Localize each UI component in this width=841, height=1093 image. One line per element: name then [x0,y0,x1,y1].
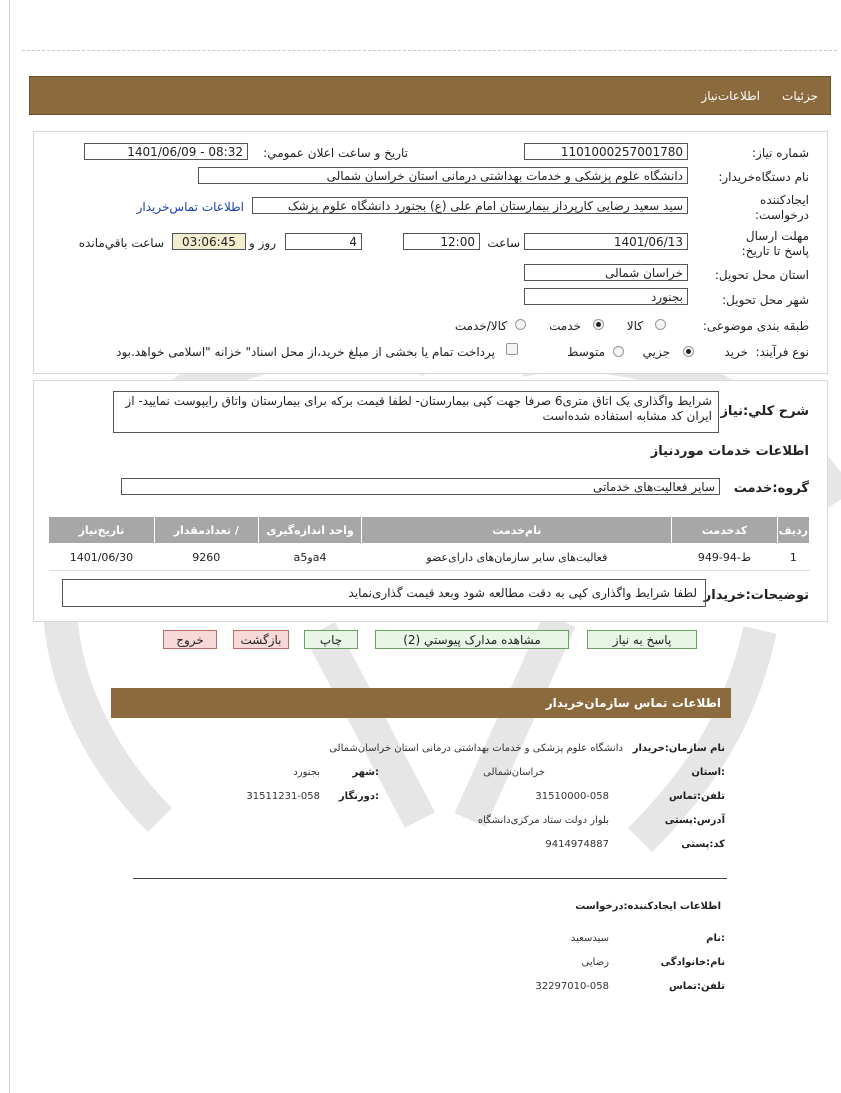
buyer-contact-link[interactable]: اطلاعات تماس‌خریدار [136,200,244,214]
col-quantity: / تعدادمقدار [154,517,258,544]
left-border-line [9,0,10,1093]
contact-fax-value: 31511231-058 [246,791,320,802]
deadline-time-field: 12:00 [403,233,480,250]
view-attachments-button[interactable]: مشاهده مدارک پیوستي (2) [375,630,569,649]
contact-divider [133,878,727,879]
contact-city-label: :شهر [352,767,379,778]
buyer-notes-box: لطفا شرایط واگذاری کپی به دقت مطالعه شود وبعد قیمت گذاری‌نماید [62,579,706,607]
creator-family-value: رضایی [581,957,609,968]
contact-section-title: اطلاعات تماس سازمان‌خریدار [545,696,721,710]
tab-need-info[interactable]: اطلاعات‌نیاز [701,89,760,103]
days-label: روز و [249,236,276,250]
category-radio-service[interactable] [593,319,604,330]
time-label: ساعت [487,236,520,250]
category-label: طبقه بندی موضوعی: [702,319,809,333]
contact-fax-label: :دورنگار [338,791,379,802]
contact-org-label: نام سازمان:خریدار [632,743,725,754]
process-option-purchase: خرید [724,345,748,359]
announce-field: 1401/06/09 - 08:32 [84,143,248,160]
creator-family-label: نام:خانوادگی [660,957,725,968]
contact-phone-label: تلفن:تماس [668,791,725,802]
deadline-date-field: 1401/06/13 [524,233,688,250]
creator-phone-value: 32297010-058 [535,981,609,992]
buyer-notes-label: توضیحات:خریدار [703,588,809,603]
contact-postal-value: 9414974887 [545,839,609,850]
services-table [48,516,810,571]
announce-label: تاریخ و ساعت اعلان عمومي: [263,146,408,160]
contact-province-value: خراسان‌شمالی [483,767,545,778]
exit-button[interactable]: خروج [163,630,217,649]
table-header-row [49,517,810,544]
contact-phone-value: 31510000-058 [535,791,609,802]
service-group-label: گروه:خدمت [733,481,809,496]
category-option-goods-service: کالا/خدمت [454,319,507,333]
days-field: 4 [285,233,362,250]
remaining-label: ساعت باقي‌مانده [78,236,164,250]
services-table-wrap [48,516,810,571]
buyer-org-field: دانشگاه علوم پزشکی و خدمات بهداشتی درمانی استان خراسان شمالی [198,167,688,184]
creator-label: ایجادکننده درخواست: [755,193,809,222]
print-button[interactable]: چاپ [304,630,358,649]
process-option-minor: جزیي [642,345,670,359]
col-service-code: کدخدمت [672,517,778,544]
need-number-field: 1101000257001780 [524,143,688,160]
description-label: شرح کلي:نیاز [720,404,809,419]
treasury-checkbox[interactable] [506,343,518,355]
creator-section-title: اطلاعات ایجادکننده:درخواست [575,901,721,912]
cell-quantity: 9260 [154,544,258,571]
top-divider [22,50,837,51]
category-option-goods: کالا [626,319,643,333]
category-radio-goods-service[interactable] [515,319,526,330]
services-section-title: اطلاعات خدمات موردنیاز [650,444,809,459]
province-label: استان محل تحویل: [714,268,809,282]
city-field: بجنورد [524,288,688,305]
category-option-service: خدمت [549,319,581,333]
cell-service-code: ط-94-949 [672,544,778,571]
contact-header-bar [111,688,731,718]
process-option-medium: متوسط [567,345,605,359]
treasury-note: پرداخت تمام یا بخشی از مبلغ خرید،از محل اسناد" خزانه "اسلامی خواهد.بود [116,345,495,359]
cell-unit: a4وa5 [258,544,362,571]
header-bar [29,76,831,115]
description-box: شرایط واگذاری یک اتاق متری6 صرفا جهت کپی بیمارستان- لطفا قیمت برکه برای بیمارستان واتاق رایپوست نمایید- از ایران کد مشابه استفاده شده‌است [113,391,719,433]
col-need-date: تاریخ‌نیاز [49,517,155,544]
reply-button[interactable]: پاسخ به نیاز [587,630,697,649]
creator-field: سید سعید رضایی کارپرداز بیمارستان امام علی (ع) بجنورد دانشگاه علوم پزشک [252,197,688,214]
creator-phone-label: تلفن:تماس [668,981,725,992]
deadline-label: مهلت ارسال پاسخ تا تاریخ: [741,229,809,258]
contact-address-value: بلوار دولت ستاد مرکزی‌دانشگاه [477,815,609,826]
contact-province-label: :استان [691,767,725,778]
contact-city-value: بجنورد [293,767,320,778]
creator-name-label: :نام [706,933,725,944]
buyer-org-label: نام دستگاه‌خریدار: [718,170,809,184]
tab-details[interactable]: جزئیات [782,89,818,103]
creator-name-value: سیدسعید [570,933,609,944]
process-radio-medium[interactable] [613,346,624,357]
col-unit: واحد اندازه‌گیری [258,517,362,544]
cell-service-name: فعالیت‌های سایر سازمان‌های دارای‌عضو [362,544,672,571]
category-radio-goods[interactable] [655,319,666,330]
need-number-label: شماره نیاز: [752,146,809,160]
back-button[interactable]: بازگشت [233,630,289,649]
contact-org-value: دانشگاه علوم پزشکی و خدمات بهداشتی درمانی استان خراسان‌شمالی [329,743,623,754]
process-radio-minor[interactable] [683,346,694,357]
col-row-number: ردیف [777,517,809,544]
cell-need-date: 1401/06/30 [49,544,155,571]
cell-row-number: 1 [777,544,809,571]
remaining-time-field: 03:06:45 [172,233,246,250]
province-field: خراسان شمالی [524,264,688,281]
service-group-field: سایر فعالیت‌های خدماتی [121,478,720,495]
process-label: نوع فرآیند: [755,345,809,359]
contact-address-label: آدرس:پستی [664,815,725,826]
col-service-name: نام‌خدمت [362,517,672,544]
table-row [49,544,810,571]
city-label: شهر محل تحویل: [722,293,809,307]
contact-postal-label: کد:پستی [681,839,725,850]
